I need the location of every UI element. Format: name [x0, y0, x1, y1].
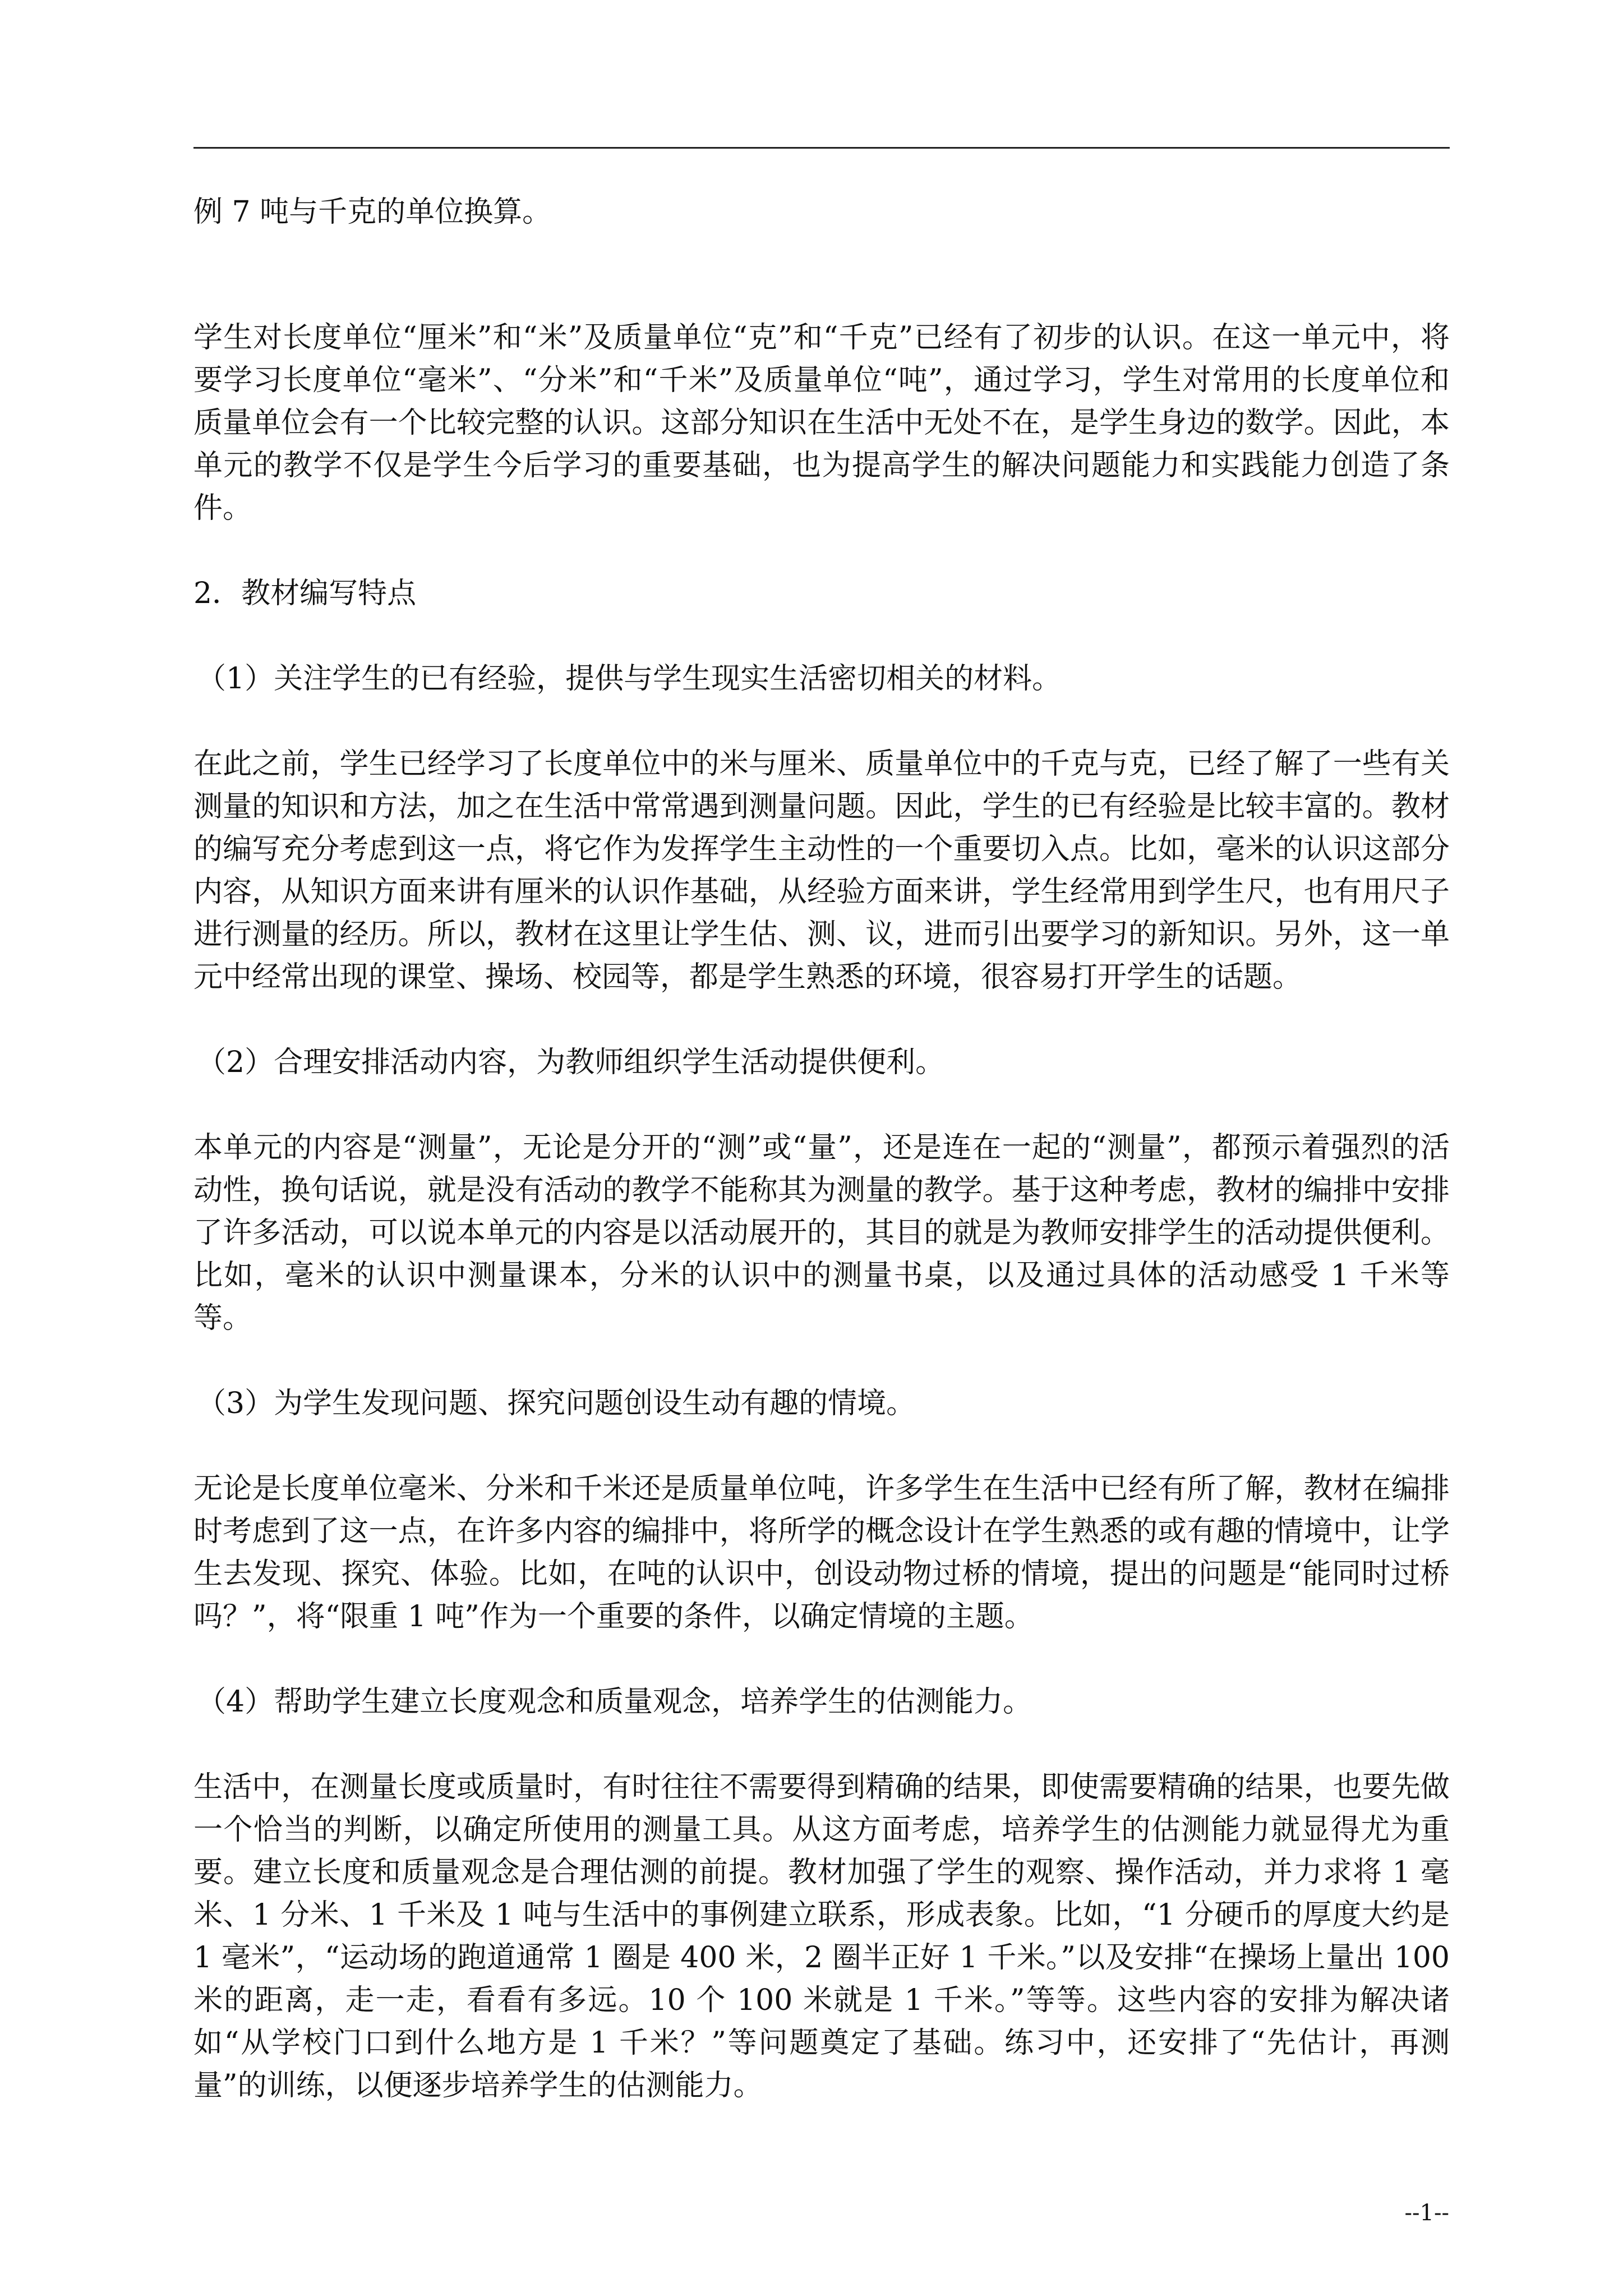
- point-4-heading: （4）帮助学生建立长度观念和质量观念，培养学生的估测能力。: [197, 1685, 1032, 1719]
- section-heading: 2．教材编写特点: [193, 577, 417, 610]
- header-rule: [193, 147, 1450, 149]
- page-number: --1--: [1404, 2200, 1449, 2226]
- intro-paragraph: 学生对长度单位“厘米”和“米”及质量单位“克”和“千克”已经有了初步的认识。在这一单元中，将要学习长度单位“毫米”、“分米”和“千米”及质量单位“吨”，通过学习，学生对常用的长度单位和质量单位会有一个比较完整的认识。这部分知识在生活中无处不在，是学生身边的数学。因此，本单元的教学不仅是学生今后学习的重要基础，也为提高学生的解决问题能力和实践能力创造了条件。: [193, 321, 1450, 525]
- point-3-body: 无论是长度单位毫米、分米和千米还是质量单位吨，许多学生在生活中已经有所了解，教材在编排时考虑到了这一点，在许多内容的编排中，将所学的概念设计在学生熟悉的或有趣的情境中，让学生去发现、探究、体验。比如，在吨的认识中，创设动物过桥的情境，提出的问题是“能同时过桥吗？”，将“限重 1 吨”作为一个重要的条件，以确定情境的主题。: [193, 1472, 1450, 1634]
- spacer: [193, 530, 1450, 572]
- spacer: [193, 1723, 1450, 1766]
- point-1-body: 在此之前，学生已经学习了长度单位中的米与厘米、质量单位中的千克与克，已经了解了一些有关测量的知识和方法，加之在生活中常常遇到测量问题。因此，学生的已有经验是比较丰富的。教材的编写充分考虑到这一点，将它作为发挥学生主动性的一个重要切入点。比如，毫米的认识这部分内容，从知识方面来讲有厘米的认识作基础，从经验方面来讲，学生经常用到学生尺，也有用尺子进行测量的经历。所以，教材在这里让学生估、测、议，进而引出要学习的新知识。另外，这一单元中经常出现的课堂、操场、校园等，都是学生熟悉的环境，很容易打开学生的话题。: [193, 747, 1450, 994]
- document-body: [193, 191, 1450, 2107]
- spacer: [193, 233, 1450, 316]
- point-2-body: 本单元的内容是“测量”，无论是分开的“测”或“量”，还是连在一起的“测量”，都预示着强烈的活动性，换句话说，就是没有活动的教学不能称其为测量的教学。基于这种考虑，教材的编排中安排了许多活动，可以说本单元的内容是以活动展开的，其目的就是为教师安排学生的活动提供便利。比如，毫米的认识中测量课本，分米的认识中的测量书桌，以及通过具体的活动感受 1 千米等等。: [193, 1131, 1450, 1335]
- spacer: [193, 615, 1450, 657]
- spacer: [193, 1340, 1450, 1382]
- point-1-heading: （1）关注学生的已有经验，提供与学生现实生活密切相关的材料。: [197, 662, 1062, 696]
- point-3-heading: （3）为学生发现问题、探究问题创设生动有趣的情境。: [197, 1387, 916, 1420]
- example-title: 例 7 吨与千克的单位换算。: [193, 195, 552, 229]
- spacer: [193, 1425, 1450, 1467]
- spacer: [193, 1084, 1450, 1126]
- point-4-body: 生活中，在测量长度或质量时，有时往往不需要得到精确的结果，即使需要精确的结果，也要先做一个恰当的判断，以确定所使用的测量工具。从这方面考虑，培养学生的估测能力就显得尤为重要。建立长度和质量观念是合理估测的前提。教材加强了学生的观察、操作活动，并力求将 1 毫米、1 分米、1 千米及 1 吨与生活中的事例建立联系，形成表象。比如，“1 分硬币的厚度大约是 1 毫米”，“运动场的跑道通常 1 圈是 400 米，2 圈半正好 1 千米。”以及安排“在操场上量出 100 米的距离，走一走，看看有多远。10 个 100 米就是 1 千米。”等等。这些内容的安排为解决诸如“从学校门口到什么地方是 1 千米？”等问题奠定了基础。练习中，还安排了“先估计，再测量”的训练，以便逐步培养学生的估测能力。: [193, 1770, 1450, 2102]
- point-2-heading: （2）合理安排活动内容，为教师组织学生活动提供便利。: [197, 1046, 945, 1079]
- spacer: [193, 1638, 1450, 1681]
- spacer: [193, 999, 1450, 1041]
- spacer: [193, 700, 1450, 743]
